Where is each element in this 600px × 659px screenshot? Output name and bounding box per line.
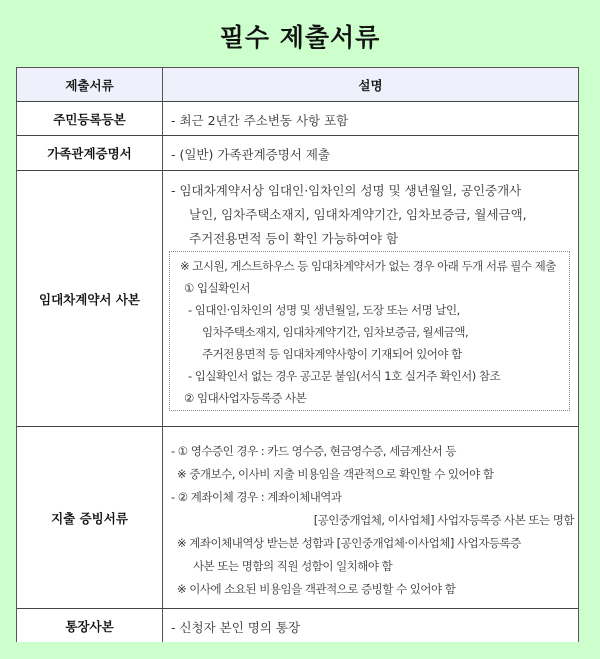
desc-line: - 최근 2년간 주소변동 사항 포함	[171, 113, 349, 128]
desc-line: ※ 계좌이체내역상 받는분 성함과 [공인중개업체·이사업체] 사업자등록증	[177, 536, 521, 550]
desc-line: - ② 계좌이체 경우 : 계좌이체내역과	[171, 490, 342, 504]
box-line: ① 입실확인서	[184, 281, 251, 295]
row-label: 주민등록등본	[17, 102, 163, 135]
desc-line: [공인중개업체, 이사업체] 사업자등록증 사본 또는 명함	[313, 513, 574, 527]
desc-line: 날인, 임차주택소재지, 임대차계약기간, 임차보증금, 월세금액,	[189, 207, 527, 222]
documents-table	[16, 67, 579, 642]
table-header	[17, 68, 578, 102]
box-line: 주거전용면적 등 임대차계약사항이 기재되어 있어야 함	[202, 347, 462, 361]
desc-line: - (일반) 가족관계증명서 제출	[171, 147, 331, 162]
header-description: 설명	[358, 77, 383, 93]
desc-line: 사본 또는 명함의 직원 성함이 일치해야 함	[193, 559, 393, 573]
row-description	[163, 136, 578, 170]
table-row	[17, 136, 578, 171]
desc-line: ※ 이사에 소요된 비용임을 객관적으로 증빙할 수 있어야 함	[177, 582, 456, 596]
box-line: ② 임대사업자등록증 사본	[184, 391, 307, 405]
table-row	[17, 171, 578, 427]
table-row	[17, 102, 578, 136]
desc-line: ※ 중개보수, 이사비 지출 비용임을 객관적으로 확인할 수 있어야 함	[177, 467, 494, 481]
box-line: 임차주택소재지, 임대차계약기간, 임차보증금, 월세금액,	[202, 325, 469, 339]
desc-line: - ① 영수증인 경우 : 카드 영수증, 현금영수증, 세금계산서 등	[171, 444, 456, 458]
row-label: 임대차계약서 사본	[17, 171, 163, 426]
row-description	[163, 609, 578, 642]
row-description	[163, 102, 578, 135]
box-line: ※ 고시원, 게스트하우스 등 임대차계약서가 없는 경우 아래 두개 서류 필수 제출	[180, 259, 556, 273]
row-description	[163, 427, 578, 608]
table-row	[17, 427, 578, 609]
row-label: 지출 증빙서류	[17, 427, 163, 608]
row-label: 가족관계증명서	[17, 136, 163, 170]
desc-line: 주거전용면적 등이 확인 가능하여야 함	[189, 231, 399, 246]
header-documents: 제출서류	[17, 68, 163, 101]
page-title: 필수 제출서류	[219, 23, 381, 52]
row-description	[163, 171, 578, 426]
row-label: 통장사본	[17, 609, 163, 642]
desc-line: - 신청자 본인 명의 통장	[171, 620, 301, 635]
desc-line: - 임대차계약서상 임대인·임차인의 성명 및 생년월일, 공인중개사	[171, 183, 522, 198]
table-row	[17, 609, 578, 642]
note-box	[169, 251, 570, 411]
box-line: - 입실확인서 없는 경우 공고문 붙임(서식 1호 실거주 확인서) 참조	[188, 369, 501, 383]
box-line: - 임대인·임차인의 성명 및 생년월일, 도장 또는 서명 날인,	[188, 303, 460, 317]
